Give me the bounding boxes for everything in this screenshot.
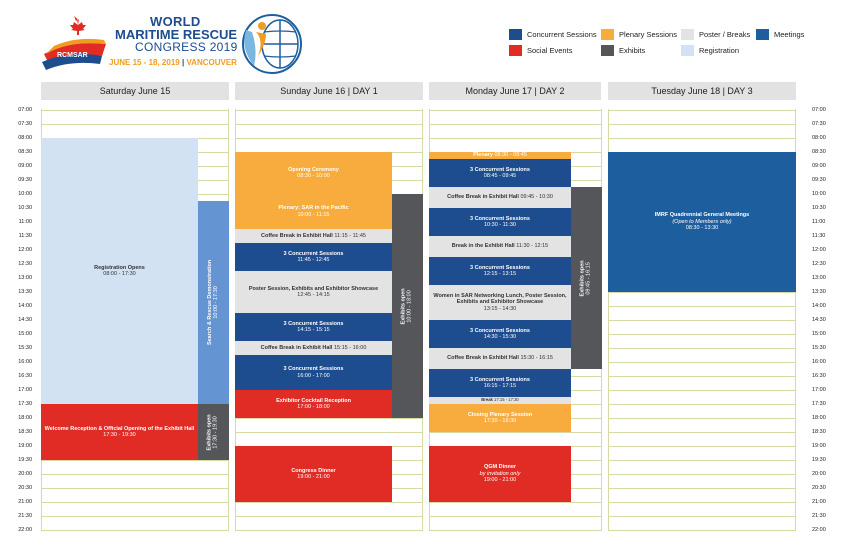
time-label-right: 09:30 [812, 177, 826, 183]
event-time: 09:45 - 10:30 [518, 194, 553, 201]
time-label-right: 12:00 [812, 247, 826, 253]
event-sun-dinner[interactable] [235, 446, 392, 502]
event-title: Congress Dinner [291, 467, 336, 474]
time-gridline [608, 362, 796, 363]
event-sun-cocktail[interactable] [235, 390, 392, 418]
time-label-left: 09:00 [18, 163, 32, 169]
time-gridline [235, 502, 423, 503]
time-label-right: 11:30 [812, 233, 826, 239]
time-label-left: 13:30 [18, 289, 32, 295]
event-title: Coffee Break in Exhibit Hall [447, 355, 519, 362]
time-label-right: 21:30 [812, 513, 826, 519]
brand-divider: | [181, 58, 185, 67]
event-time: 15:30 - 16:15 [518, 355, 553, 362]
event-title: Exhibits open [401, 287, 408, 325]
time-label-left: 12:00 [18, 247, 32, 253]
event-mon-cs1[interactable] [429, 159, 571, 187]
event-mon-dinner[interactable] [429, 446, 571, 502]
legend-swatch [681, 45, 694, 56]
time-gridline [608, 306, 796, 307]
time-label-left: 14:30 [18, 317, 32, 323]
event-title: Plenary [473, 152, 493, 159]
brand-city: VANCOUVER [186, 58, 237, 67]
event-subtitle: (Open to Members only) [672, 218, 732, 225]
time-gridline [608, 292, 796, 293]
time-label-right: 17:30 [812, 401, 826, 407]
time-label-right: 11:00 [812, 219, 826, 225]
event-title: 3 Concurrent Sessions [283, 320, 344, 327]
event-sun-open[interactable] [235, 152, 392, 194]
event-title: Poster Session, Exhibits and Exhibitor Showcase [248, 285, 379, 292]
time-label-right: 16:30 [812, 373, 826, 379]
legend-label: Meetings [774, 30, 805, 39]
time-gridline [608, 348, 796, 349]
time-label-right: 18:30 [812, 429, 826, 435]
legend-label: Exhibits [619, 46, 646, 55]
time-label-right: 15:00 [812, 331, 826, 337]
time-label-left: 10:30 [18, 205, 32, 211]
time-gridline [41, 488, 229, 489]
event-mon-cs2[interactable] [429, 208, 571, 236]
time-label-right: 12:30 [812, 261, 826, 267]
time-gridline [608, 488, 796, 489]
time-gridline [41, 474, 229, 475]
time-label-right: 09:00 [812, 163, 826, 169]
time-label-right: 07:30 [812, 121, 826, 127]
time-gridline [41, 460, 229, 461]
time-gridline [235, 124, 423, 125]
time-label-right: 17:00 [812, 387, 826, 393]
brand-dates [109, 58, 237, 67]
event-title: 3 Concurrent Sessions [470, 215, 530, 222]
time-label-left: 09:30 [18, 177, 32, 183]
legend-swatch [756, 29, 769, 40]
brand-title-line3: CONGRESS 2019 [135, 40, 238, 54]
event-mon-plen[interactable] [429, 152, 571, 159]
time-label-left: 19:00 [18, 443, 32, 449]
event-time: 17:15 - 17:30 [492, 397, 519, 403]
event-sun-cs2[interactable] [235, 313, 392, 341]
legend-swatch [601, 45, 614, 56]
legend-swatch [601, 29, 614, 40]
day-header-monday: Monday June 17 | DAY 2 [429, 82, 601, 100]
event-time: 11:45 - 12:45 [297, 257, 330, 263]
event-title: Women in SAR Networking Lunch, Poster Session, Exhibits and Exhibitor Showcase [433, 292, 567, 306]
time-label-right: 14:30 [812, 317, 826, 323]
event-tue-imrf[interactable] [608, 152, 796, 292]
event-mon-close[interactable] [429, 404, 571, 432]
day-header-tuesday: Tuesday June 18 | DAY 3 [608, 82, 796, 100]
event-time: 13:15 - 14:30 [483, 305, 517, 312]
event-title: Search & Rescue Demonstration [207, 259, 214, 346]
event-title: Plenary: SAR in the Pacific [278, 205, 349, 212]
time-label-left: 16:00 [18, 359, 32, 365]
event-time: 19:00 - 21:00 [297, 474, 330, 480]
time-label-right: 14:00 [812, 303, 826, 309]
event-mon-br2[interactable] [429, 397, 571, 404]
event-time: 19:00 - 21:00 [483, 477, 517, 484]
time-label-left: 13:00 [18, 275, 32, 281]
event-title: Exhibitor Cocktail Reception [276, 397, 351, 404]
time-label-right: 19:30 [812, 457, 826, 463]
event-label [580, 260, 593, 296]
time-label-left: 14:00 [18, 303, 32, 309]
time-label-right: 16:00 [812, 359, 826, 365]
time-gridline [429, 110, 602, 111]
legend-label: Poster / Breaks [699, 30, 751, 39]
event-title: IMRF Quadrennial General Meetings [654, 212, 750, 219]
time-label-right: 20:00 [812, 471, 826, 477]
event-time: 14:30 - 15:30 [483, 334, 517, 340]
event-time: 10:30 - 11:30 [483, 222, 516, 228]
event-title: Coffee Break in Exhibit Hall [447, 194, 519, 201]
time-label-left: 15:30 [18, 345, 32, 351]
event-label [207, 260, 220, 345]
event-mon-women[interactable] [429, 285, 571, 320]
time-label-left: 11:30 [18, 233, 32, 239]
time-label-right: 08:30 [812, 149, 826, 155]
time-gridline [235, 530, 423, 531]
event-mon-exh[interactable] [571, 187, 602, 369]
event-title: 3 Concurrent Sessions [470, 264, 530, 271]
time-gridline [429, 432, 602, 433]
event-time: 08:00 - 17:30 [103, 271, 136, 277]
time-gridline [608, 446, 796, 447]
brand-title-line2: MARITIME RESCUE [115, 27, 238, 42]
legend-item [601, 45, 645, 56]
event-sun-cb2[interactable] [235, 341, 392, 355]
event-time: 08:30 - 10:00 [297, 173, 330, 179]
time-label-left: 22:00 [18, 527, 32, 533]
event-title: 3 Concurrent Sessions [470, 376, 530, 383]
event-time: 12:15 - 13:15 [483, 271, 517, 277]
time-label-right: 10:30 [812, 205, 826, 211]
legend-item [681, 45, 739, 56]
day-header-sunday: Sunday June 16 | DAY 1 [235, 82, 423, 100]
event-time: 10:00 - 17:30 [213, 286, 220, 319]
legend-label: Plenary Sessions [619, 30, 677, 39]
event-sun-exh[interactable] [392, 194, 423, 418]
time-label-left: 17:30 [18, 401, 32, 407]
event-subtitle: by invitation only [479, 470, 521, 477]
time-label-left: 12:30 [18, 261, 32, 267]
event-sat-exh[interactable] [198, 404, 229, 460]
time-label-right: 21:00 [812, 499, 826, 505]
time-gridline [608, 138, 796, 139]
time-gridline [608, 334, 796, 335]
legend-label: Registration [699, 46, 740, 55]
time-gridline [235, 138, 423, 139]
event-time: 17:30 - 18:30 [483, 418, 517, 424]
time-gridline [608, 404, 796, 405]
legend-item [509, 29, 597, 40]
time-gridline [608, 474, 796, 475]
time-label-left: 16:30 [18, 373, 32, 379]
event-title: Exhibits open [580, 259, 587, 297]
time-label-left: 15:00 [18, 331, 32, 337]
time-gridline [41, 530, 229, 531]
time-gridline [235, 418, 423, 419]
event-mon-br[interactable] [429, 236, 571, 257]
day-header-saturday: Saturday June 15 [41, 82, 229, 100]
time-gridline [608, 432, 796, 433]
event-title: Welcome Reception & Official Opening of the Exhibit Hall [44, 425, 195, 432]
time-label-right: 07:00 [812, 107, 826, 113]
time-label-right: 10:00 [812, 191, 826, 197]
time-gridline [41, 110, 229, 111]
time-gridline [235, 516, 423, 517]
event-time: 15:15 - 16:00 [332, 344, 367, 351]
time-label-left: 17:00 [18, 387, 32, 393]
time-label-right: 13:30 [812, 289, 826, 295]
legend-item [681, 29, 750, 40]
event-sun-cs1[interactable] [235, 243, 392, 271]
event-title: QGM Dinner [483, 464, 517, 471]
event-label [401, 288, 414, 324]
legend-swatch [681, 29, 694, 40]
event-title: Opening Ceremony [288, 166, 339, 173]
time-gridline [608, 110, 796, 111]
time-label-right: 19:00 [812, 443, 826, 449]
event-time: 17:30 - 19:30 [213, 415, 220, 449]
time-label-left: 18:00 [18, 415, 32, 421]
time-label-right: 22:00 [812, 527, 826, 533]
event-title: Break in the Exhibit Hall [451, 243, 515, 250]
event-mon-cs3[interactable] [429, 257, 571, 285]
time-label-left: 21:00 [18, 499, 32, 505]
legend-swatch [509, 45, 522, 56]
event-sun-cs3[interactable] [235, 355, 392, 390]
event-time: 14:15 - 15:15 [297, 327, 330, 333]
time-label-left: 20:30 [18, 485, 32, 491]
time-label-left: 08:30 [18, 149, 32, 155]
event-mon-cs4[interactable] [429, 320, 571, 348]
event-title: 3 Concurrent Sessions [470, 327, 530, 334]
time-gridline [608, 376, 796, 377]
event-time: 17:30 - 19:30 [103, 432, 136, 438]
time-label-left: 08:00 [18, 135, 32, 141]
legend-label: Concurrent Sessions [527, 30, 597, 39]
time-gridline [608, 124, 796, 125]
brand-title-line1: WORLD [150, 14, 201, 29]
event-sat-reg[interactable] [41, 138, 198, 404]
event-time: 11:15 - 11:45 [332, 232, 366, 239]
time-gridline [429, 516, 602, 517]
event-mon-cb1[interactable] [429, 187, 571, 208]
event-sat-search[interactable] [198, 201, 229, 404]
event-time: 16:15 - 17:15 [483, 383, 517, 389]
time-label-right: 18:00 [812, 415, 826, 421]
time-gridline [608, 320, 796, 321]
time-gridline [41, 124, 229, 125]
event-mon-cb2[interactable] [429, 348, 571, 369]
time-label-left: 11:00 [18, 219, 32, 225]
legend-swatch [509, 29, 522, 40]
time-gridline [429, 138, 602, 139]
event-sun-cb1[interactable] [235, 229, 392, 243]
time-gridline [608, 418, 796, 419]
time-label-left: 20:00 [18, 471, 32, 477]
event-label [207, 414, 220, 450]
event-time: 09:45 - 16:15 [586, 261, 593, 295]
event-title: Closing Plenary Session [467, 411, 533, 418]
event-title: Exhibits open [207, 413, 214, 451]
time-gridline [608, 530, 796, 531]
time-label-left: 07:30 [18, 121, 32, 127]
event-time: 08:30 - 08:45 [492, 152, 527, 159]
event-mon-cs5[interactable] [429, 369, 571, 397]
time-gridline [608, 390, 796, 391]
event-title: 3 Concurrent Sessions [470, 166, 530, 173]
time-gridline [608, 460, 796, 461]
time-label-left: 19:30 [18, 457, 32, 463]
event-time: 17:00 - 18:00 [297, 404, 330, 410]
event-title: 3 Concurrent Sessions [283, 366, 344, 373]
time-gridline [429, 124, 602, 125]
event-title: Coffee Break in Exhibit Hall [261, 232, 333, 239]
event-time: 10:00 - 11:15 [297, 211, 330, 218]
legend-label: Social Events [527, 46, 573, 55]
time-label-left: 18:30 [18, 429, 32, 435]
event-sun-plen[interactable] [235, 194, 392, 229]
brand-date-range: JUNE 15 - 18, 2019 [109, 58, 180, 67]
legend-item [756, 29, 804, 40]
event-time: 16:00 - 17:00 [297, 372, 330, 379]
time-gridline [429, 530, 602, 531]
event-time: 08:45 - 09:45 [483, 173, 517, 179]
event-title: Break [481, 397, 493, 403]
time-label-right: 15:30 [812, 345, 826, 351]
event-time: 10:00 - 18:00 [407, 289, 414, 323]
time-gridline [608, 516, 796, 517]
time-label-right: 08:00 [812, 135, 826, 141]
time-label-right: 20:30 [812, 485, 826, 491]
time-label-left: 21:30 [18, 513, 32, 519]
event-sat-welcome[interactable] [41, 404, 198, 460]
time-gridline [429, 502, 602, 503]
time-label-right: 13:00 [812, 275, 826, 281]
time-gridline [235, 110, 423, 111]
event-sun-poster[interactable] [235, 271, 392, 313]
time-gridline [608, 502, 796, 503]
event-time: 08:30 - 13:30 [685, 225, 719, 232]
event-title: Coffee Break in Exhibit Hall [260, 344, 333, 351]
event-title: Registration Opens [94, 264, 145, 271]
time-gridline [41, 502, 229, 503]
event-title: 3 Concurrent Sessions [283, 250, 344, 257]
event-time: 12:45 - 14:15 [297, 292, 330, 298]
time-label-left: 10:00 [18, 191, 32, 197]
legend-item [509, 45, 572, 56]
event-time: 11:30 - 12:15 [514, 243, 549, 250]
time-gridline [41, 516, 229, 517]
time-label-left: 07:00 [18, 107, 32, 113]
legend-item [601, 29, 677, 40]
brand-org: RCMSAR [57, 52, 88, 59]
time-gridline [235, 432, 423, 433]
